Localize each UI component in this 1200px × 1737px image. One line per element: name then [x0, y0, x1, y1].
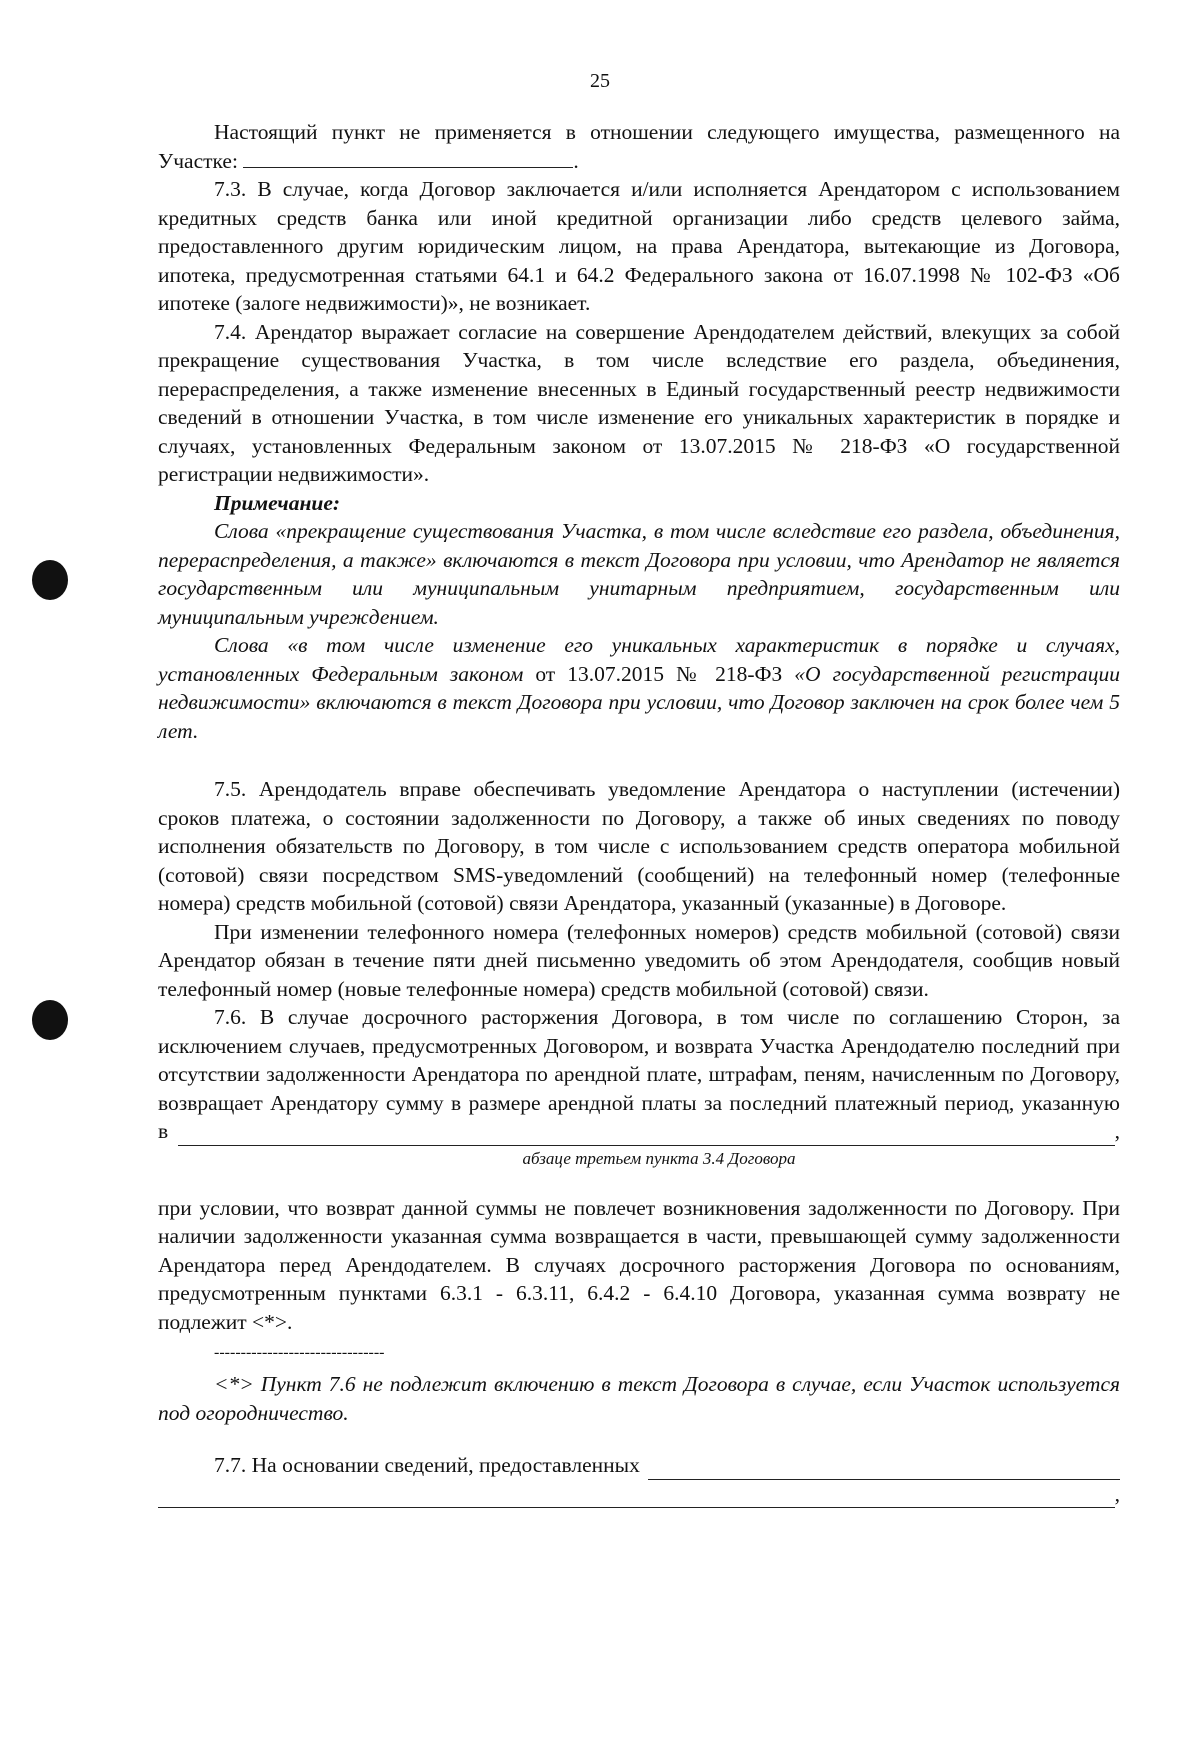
intro-text: Настоящий пункт не применяется в отношении следующего имущества, размещенного на Участке:	[158, 120, 1120, 173]
blank-field-property	[243, 147, 573, 168]
page-number: 25	[590, 70, 610, 92]
document-body	[158, 118, 1120, 1508]
paragraph-7-5-b: При изменении телефонного номера (телефонных номеров) средств мобильной (сотовой) связи Арендатор обязан в течение пяти дней письменно уведомить об этом Арендодателя, сообщив новый телефонный номер (новые телефонные номера) средств мобильной (сотовой) связи.	[158, 919, 1120, 1001]
fill-caption: абзаце третьем пункта 3.4 Договора	[522, 1148, 796, 1168]
note-heading: Примечание:	[214, 490, 341, 515]
paragraph-7-3: 7.3. В случае, когда Договор заключается и/или исполняется Арендатором с использованием кредитных средств банка или иной кредитной организации либо средств целевого займа, предоставленного другим юридическим лицом, на права Арендатора, вытекающие из Договора, ипотека, предусмотренная статьями 64.1 и 64.2 Федерального закона от 16.07.1998 № 102-ФЗ «Об ипотеке (залоге недвижимости)», не возникает.	[158, 177, 1120, 315]
paragraph-intro	[158, 118, 1120, 175]
fill-prefix: в	[158, 1119, 169, 1143]
note-paragraph-1: Слова «прекращение существования Участка, в том числе вследствие его раздела, объединения, перераспределения, а также» включаются в текст Договора при условии, что Арендатор не является государственным или муниципальным унитарным предприятием, государственным или муниципальным учреждением.	[158, 519, 1120, 629]
footnote	[158, 1370, 1120, 1427]
note-2-part-b: от 13.07.2015 № 218-ФЗ	[523, 661, 795, 686]
paragraph-7-7	[158, 1451, 1120, 1480]
paragraph-7-6: 7.6. В случае досрочного расторжения Договора, в том числе по соглашению Сторон, за исключением случаев, предусмотренных Договором, и возврата Участка Арендодателю последний при отсутствии задолженности Арендатора по арендной плате, штрафам, пеням, начисленным по Договору, возвращает Арендатору сумму в размере арендной платы за последний платежный период, указанную	[158, 1005, 1120, 1115]
footnote-mark: <*>	[214, 1372, 261, 1396]
fill-suffix: ,	[1114, 1119, 1120, 1143]
footnote-text: Пункт 7.6 не подлежит включению в текст Договора в случае, если Участок используется под огородничество.	[158, 1372, 1120, 1425]
note-2-part-c: «О государственной регистрации недвижимости» включаются в текст Договора при условии, что Договор заключен на срок более чем 5 лет.	[158, 661, 1120, 743]
paragraph-7-7-text: 7.7. На основании сведений, предоставленных	[214, 1453, 640, 1477]
punch-hole-mark	[32, 1000, 68, 1040]
intro-end: .	[573, 148, 579, 173]
fill-line-7-6	[158, 1117, 1120, 1146]
paragraph-7-6-b: при условии, что возврат данной суммы не повлечет возникновения задолженности по Договору. При наличии задолженности указанная сумма возвращается в части, превышающей сумму задолженности Арендатора перед Арендодателем. В случаях досрочного расторжения Договора по основаниям, предусмотренным пунктами 6.3.1 - 6.3.11, 6.4.2 - 6.4.10 Договора, указанная сумма возврату не подлежит <*>.	[158, 1195, 1120, 1334]
paragraph-7-5: 7.5. Арендодатель вправе обеспечивать уведомление Арендатора о наступлении (истечении) сроков платежа, о состоянии задолженности по Договору, а также об иных сведениях по поводу исполнения обязательств по Договору, в том числе с использованием средств оператора мобильной (сотовой) связи посредством SMS-уведомлений (сообщений) на телефонный номер (телефонные номера) средств мобильной (сотовой) связи Арендатора, указанный (указанные) в Договоре.	[158, 777, 1120, 915]
punch-hole-mark	[32, 560, 68, 600]
paragraph-7-4: 7.4. Арендатор выражает согласие на совершение Арендодателем действий, влекущих за собой прекращение существования Участка, в том числе вследствие его раздела, объединения, перераспределения, а также изменение внесенных в Единый государственный реестр недвижимости сведений в отношении Участка, в том числе изменение его уникальных характеристик в порядке и случаях, установленных Федеральным законом от 13.07.2015 № 218-ФЗ «О государственной регистрации недвижимости».	[158, 319, 1120, 486]
blank-field-source	[648, 1457, 1120, 1480]
footnote-separator: --------------------------------	[214, 1344, 385, 1361]
note-title	[158, 489, 1120, 518]
blank-field-source-continued	[158, 1485, 1115, 1508]
note-paragraph-2	[158, 631, 1120, 745]
blank-field-reference	[178, 1123, 1114, 1146]
paragraph-7-7-end: ,	[1114, 1481, 1120, 1506]
note-2-part-a: Слова «в том числе изменение его уникальных характеристик в порядке и случаях, установленных Федеральным законом	[158, 633, 1120, 686]
fill-line-7-7	[158, 1480, 1120, 1509]
